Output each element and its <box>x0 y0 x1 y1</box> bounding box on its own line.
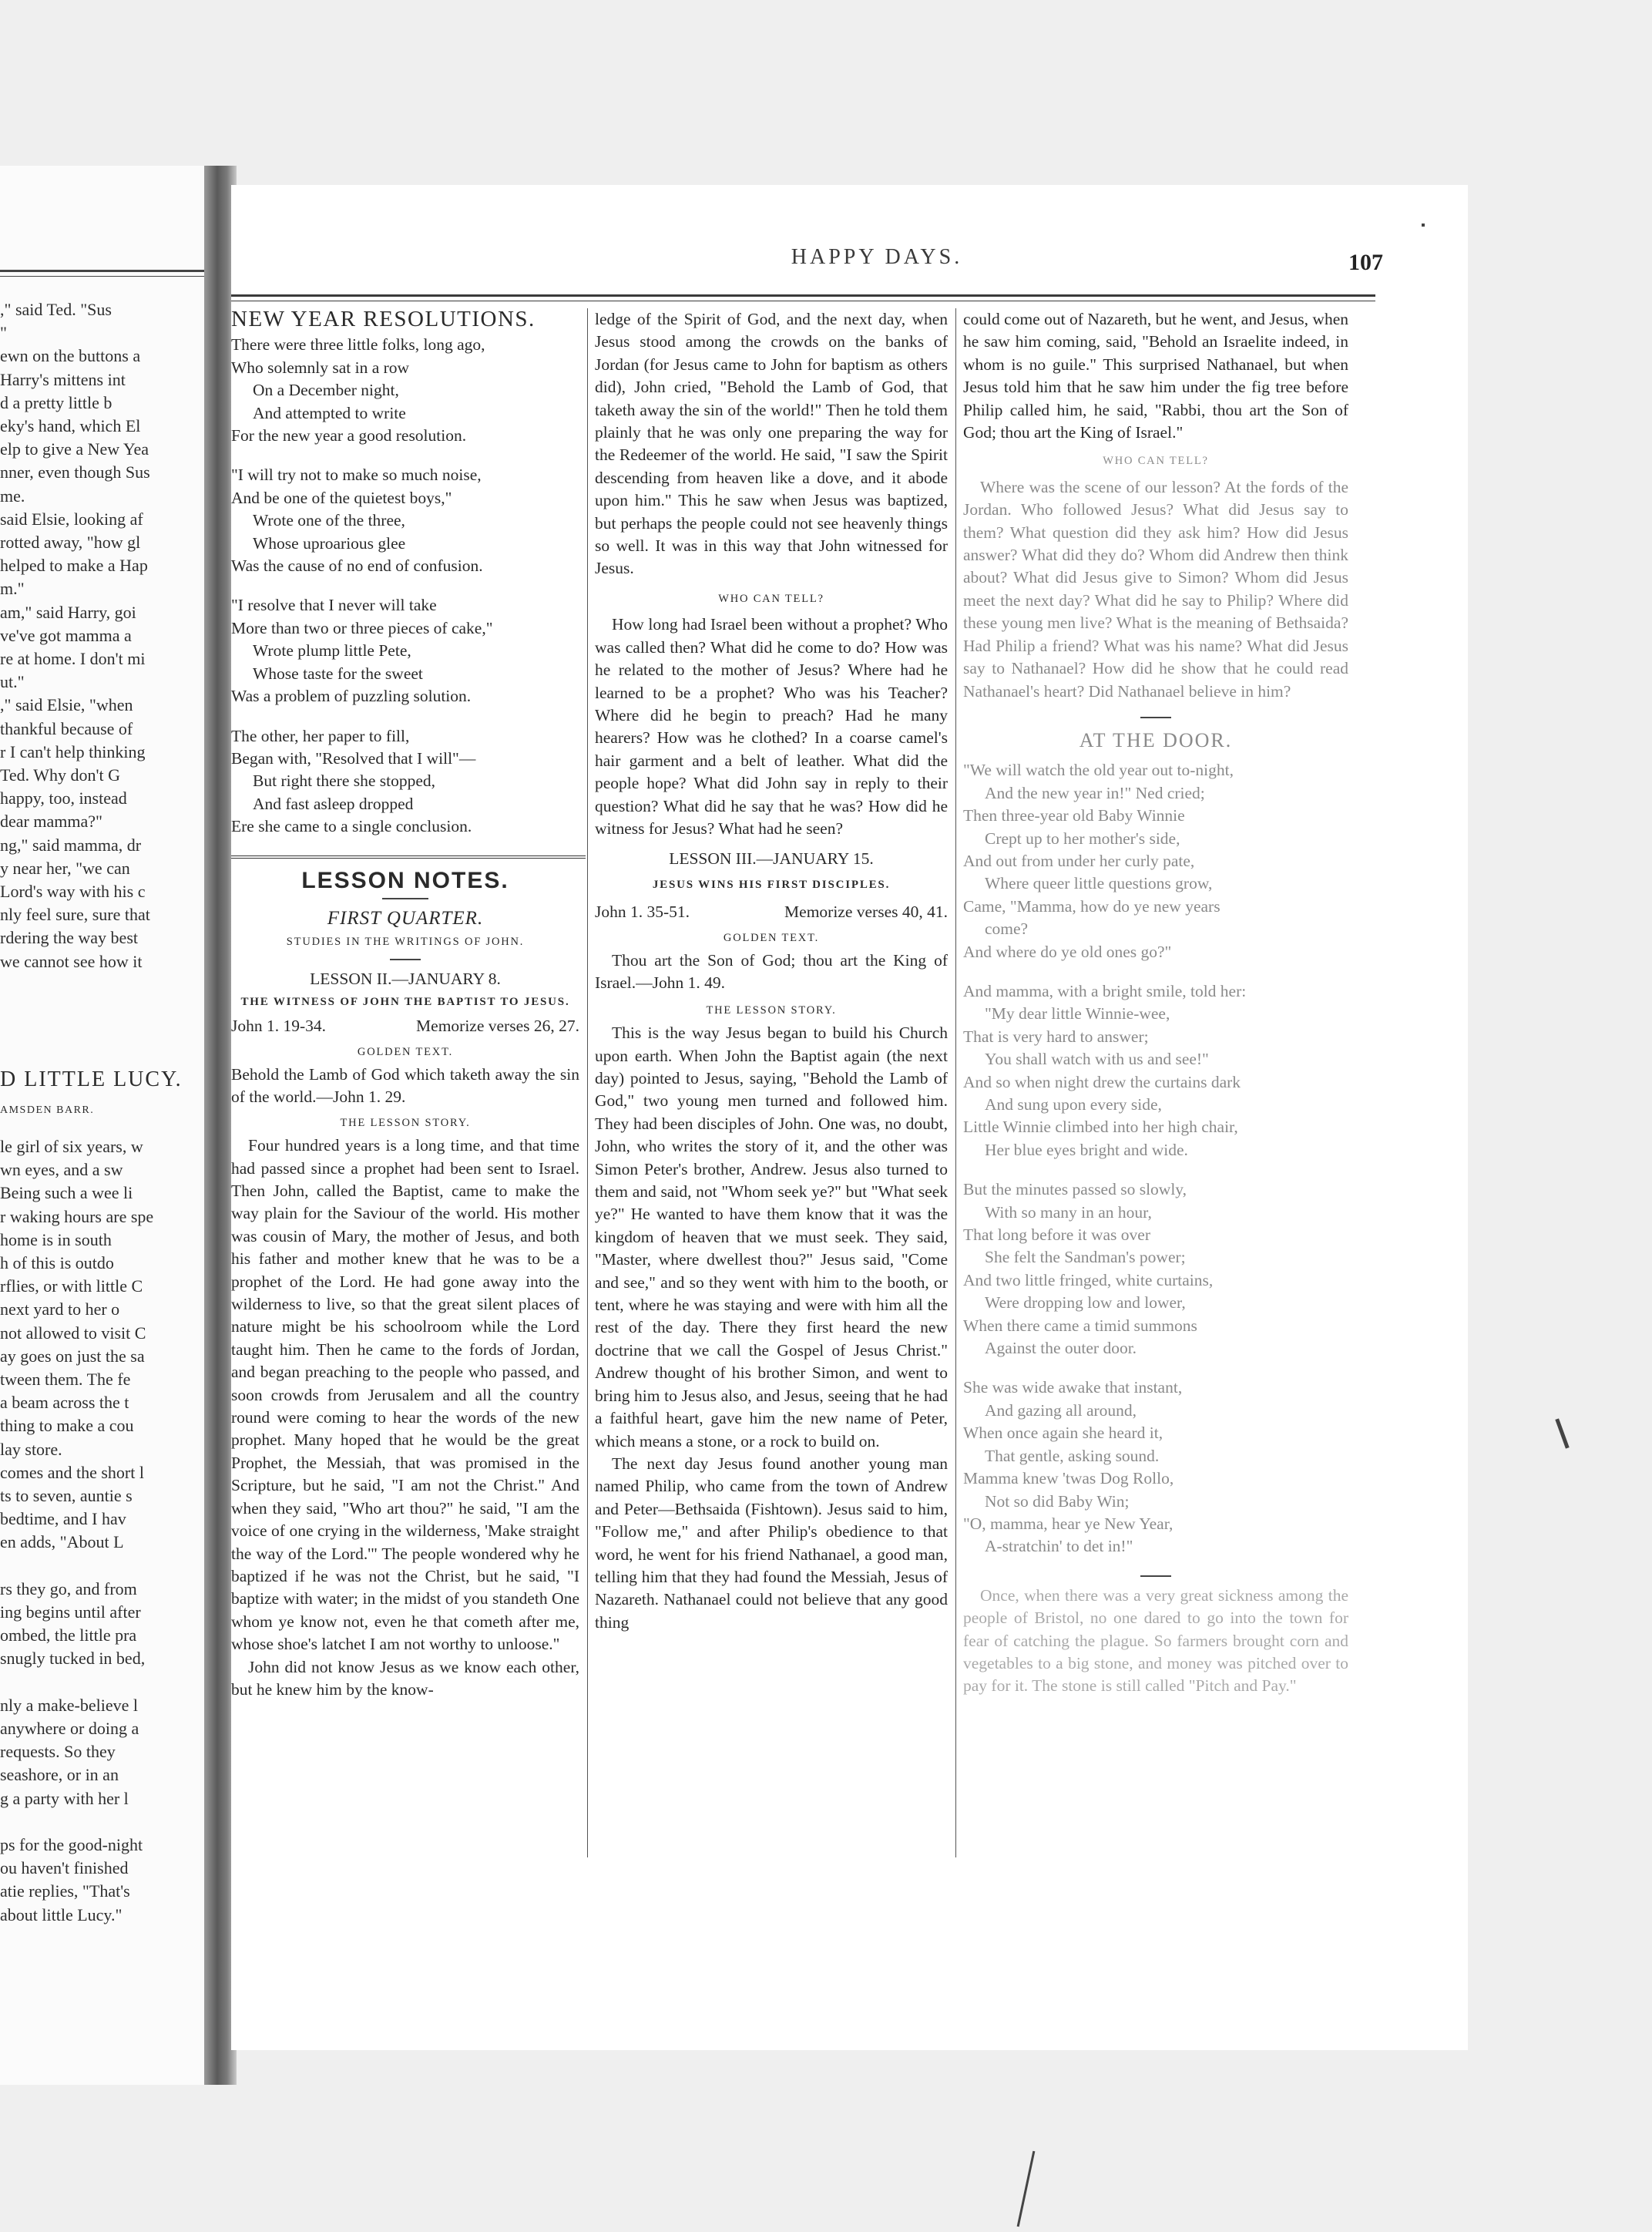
facing-page-line: d a pretty little b <box>0 392 112 412</box>
facing-page-line: home is in south <box>0 1229 112 1249</box>
poem-line: You shall watch with us and see!" <box>985 1050 1209 1069</box>
facing-page-line: snugly tucked in bed, <box>0 1649 146 1669</box>
poem-line: Was the cause of no end of confusion. <box>231 556 483 576</box>
facing-page-line: helped to make a Hap <box>0 556 148 576</box>
poem-line: Who solemnly sat in a row <box>231 358 410 377</box>
poem-stanza <box>963 759 1348 963</box>
facing-page <box>0 166 212 2085</box>
section-divider <box>231 855 586 859</box>
poem-line: "I resolve that I never will take <box>231 596 437 615</box>
facing-page-line: re at home. I don't mi <box>0 649 146 668</box>
poem-line: Came, "Mamma, how do ye new years <box>963 896 1221 916</box>
poem-line: That long before it was over <box>963 1225 1150 1245</box>
poem-line: Mamma knew 'twas Dog Rollo, <box>963 1469 1174 1488</box>
poem-line: More than two or three pieces of cake," <box>231 618 493 637</box>
poem-line: That is very hard to answer; <box>963 1027 1149 1046</box>
running-head: HAPPY DAYS. <box>791 245 963 269</box>
poem-title: AT THE DOOR. <box>1079 728 1233 751</box>
facing-page-line: ve've got mamma a <box>0 625 132 645</box>
facing-page-line: ps for the good-night <box>0 1835 143 1854</box>
facing-page-line: lay store. <box>0 1439 62 1459</box>
poem-stanza <box>963 1377 1348 1558</box>
facing-page-line: nly a make-believe l <box>0 1695 138 1715</box>
poem-line: Were dropping low and lower, <box>985 1293 1186 1313</box>
poem-line: That gentle, asking sound. <box>985 1446 1160 1465</box>
facing-page-line: am," said Harry, goi <box>0 602 136 622</box>
facing-page-line: en adds, "About L <box>0 1532 124 1552</box>
lesson-story-label: THE LESSON STORY. <box>340 1116 471 1129</box>
poem-line: And sung upon every side, <box>985 1095 1162 1114</box>
poem-line: Ere she came to a single conclusion. <box>231 817 472 836</box>
poem-line: And the new year in!" Ned cried; <box>985 783 1205 802</box>
facing-page-line: nner, even though Sus <box>0 462 150 482</box>
poem-line: But right there she stopped, <box>253 771 436 791</box>
poem-stanza <box>963 1178 1348 1360</box>
poem-line: With so many in an hour, <box>985 1202 1152 1222</box>
poem-stanza <box>231 725 579 839</box>
poem-line: And where do ye old ones go?" <box>963 942 1172 961</box>
scan-speck <box>1422 224 1425 227</box>
facing-page-line: Ted. Why don't G <box>0 765 120 785</box>
facing-page-line: comes and the short l <box>0 1462 144 1482</box>
facing-page-line: eky's hand, which El <box>0 416 141 435</box>
facing-page-line: m." <box>0 579 25 599</box>
lesson-2-memorize: Memorize verses 26, 27. <box>416 1017 579 1036</box>
facing-page-line: ay goes on just the sa <box>0 1346 145 1366</box>
facing-page-line: le girl of six years, w <box>0 1137 143 1156</box>
poem-stanza <box>231 594 579 708</box>
poem-line: The other, her paper to fill, <box>231 726 410 745</box>
facing-page-line: " <box>0 323 7 343</box>
poem-line: And so when night drew the curtains dark <box>963 1072 1241 1091</box>
facing-page-line: anywhere or doing a <box>0 1719 139 1738</box>
lesson-2-ref: John 1. 19-34. <box>231 1017 327 1036</box>
facing-page-line: r I can't help thinking <box>0 741 146 761</box>
facing-page-rule <box>0 276 204 277</box>
facing-page-line: ts to seven, auntie s <box>0 1486 133 1505</box>
facing-page-line: rs they go, and from <box>0 1578 137 1598</box>
page-107 <box>231 185 1468 2050</box>
facing-page-line: me. <box>0 486 25 506</box>
lesson-3-ref: John 1. 35-51. <box>595 903 690 922</box>
golden-text-label: GOLDEN TEXT. <box>357 1045 454 1058</box>
facing-page-line: about little Lucy." <box>0 1904 123 1924</box>
facing-page-line: requests. So they <box>0 1742 116 1762</box>
poem-line: A-stratchin' to det in!" <box>985 1537 1133 1556</box>
poem-line: And two little fringed, white curtains, <box>963 1270 1214 1289</box>
facing-page-line: atie replies, "That's <box>0 1881 130 1901</box>
facing-page-line: ," said Elsie, "when <box>0 695 133 715</box>
lesson-3-story-p2: The next day Jesus found another young man named Philip, who came from the town of Andrew and Peter—Bethsaida (Fishtown). Jesus said to him, "Follow me," and after Philip's obedience to that word, he went for his friend Nathanael, a good man, telling him that they had found the Messiah, Jesus of Nazareth. Nathanael could not believe that any good thing <box>595 1454 948 1632</box>
facing-story-title: D LITTLE LUCY. <box>0 1067 183 1091</box>
facing-page-line: Harry's mittens int <box>0 369 126 389</box>
facing-page-line: rotted away, "how gl <box>0 533 141 552</box>
poem-line: Wrote plump little Pete, <box>253 641 411 661</box>
facing-page-rule <box>0 270 204 272</box>
lesson-2-label: LESSON II.—JANUARY 8. <box>310 969 501 988</box>
lesson-2-questions: How long had Israel been without a prophet? Who was called then? What did he come to do? How was he related to the mother of Jesus? Where had he learned to be a prophet? Who was his Teacher? Where did he begin to preach? Had he many hearers? How was he clothed? In a coarse camel's hair garment and a belt of leather. What did the people hope? What did John say in reply to their question? What did he say that he was? How did he witness for Jesus? What had he seen? <box>595 615 948 838</box>
poem-line: Whose uproarious glee <box>253 533 406 553</box>
facing-page-line: wn eyes, and a sw <box>0 1160 123 1180</box>
lesson-2-story: Four hundred years is a long time, and that time had passed since a prophet had been sent to Israel. Then John, called the Baptist, came to make the way plain for the Saviour of the world. His mother was cousin of Mary, the mother of Jesus, and both his father and mother knew that he was to be a prophet of the Lord. He had gone away into the wilderness to live, so that the great silent places of nature might be his schoolroom while the Lord taught him. Then he came to the fords of Jordan, and began preaching to the people who passed, and soon crowds from Jerusalem and all the country round were coming to hear the words of the new prophet. Many hoped that he would be the great Prophet, the Messiah, that was promised in the Scripture, but he said, "I am not the Christ." And when they said, "Who art thou?" he said, "I am the voice of one crying in the wilderness, 'Make straight the way of the Lord.'" The people wondered why he baptized if he was not the Christ, but he said, "I baptize with water; in the midst of you standeth One whom ye know not, even he that cometh after me, whose shoe's latchet I am not worthy to unloose." <box>231 1136 579 1654</box>
column-rule <box>955 308 956 1857</box>
facing-page-line: a beam across the t <box>0 1393 129 1413</box>
facing-page-line: ewn on the buttons a <box>0 346 141 366</box>
facing-page-line: nly feel sure, sure that <box>0 905 150 925</box>
golden-text: Thou art the Son of God; thou art the King of Israel.—John 1. 49. <box>595 950 948 993</box>
facing-page-line: rflies, or with little C <box>0 1276 143 1296</box>
facing-page-line: ou haven't finished <box>0 1858 129 1878</box>
facing-page-line: next yard to her o <box>0 1299 120 1319</box>
short-rule <box>382 898 428 899</box>
lesson-story-label: THE LESSON STORY. <box>706 1003 837 1017</box>
lesson-2-story-cont: ledge of the Spirit of God, and the next day, when Jesus stood among the crowds on the banks of Jordan (for Jesus came to John for baptism as others did), John cried, "Behold the Lamb of God, that taketh away the sin of the world!" Then he told them plainly that he was only one preparing the way for the Redeemer of the world. He said, "I saw the Spirit descending from heaven like a dove, and it abode upon him." This he saw when Jesus was baptized, but perhaps the people could not see heavenly things so well. It was in this way that John witnessed for Jesus. <box>595 310 948 578</box>
poem-stanza <box>231 334 579 447</box>
golden-text-label: GOLDEN TEXT. <box>723 931 820 944</box>
facing-page-line: Being such a wee li <box>0 1183 133 1203</box>
lesson-3-memorize: Memorize verses 40, 41. <box>784 903 948 922</box>
header-rule <box>231 294 1375 297</box>
facing-page-line: elp to give a New Yea <box>0 439 149 459</box>
lesson-2-story-cont-intro: John did not know Jesus as we know each other, but he knew him by the know- <box>231 1657 579 1699</box>
poem-line: Wrote one of the three, <box>253 511 405 530</box>
poem-stanza <box>963 980 1348 1161</box>
studies-subheading: STUDIES IN THE WRITINGS OF JOHN. <box>286 936 525 949</box>
poem-line: Was a problem of puzzling solution. <box>231 687 472 706</box>
poem-line: Began with, "Resolved that I will"— <box>231 748 476 768</box>
poem-line: "We will watch the old year out to-night, <box>963 761 1234 780</box>
poem-line: And attempted to write <box>253 403 406 422</box>
facing-page-line: seashore, or in an <box>0 1765 119 1785</box>
facing-story-byline: AMSDEN BARR. <box>0 1104 95 1116</box>
poem-line: Crept up to her mother's side, <box>985 829 1180 848</box>
poem-line: When there came a timid summons <box>963 1316 1197 1335</box>
poem-line: Then three-year old Baby Winnie <box>963 806 1185 825</box>
lesson-2-reference <box>231 1015 579 1037</box>
poem-line: Not so did Baby Win; <box>985 1491 1130 1511</box>
short-rule <box>1140 1575 1171 1577</box>
facing-page-line: tween them. The fe <box>0 1370 131 1389</box>
questions-label: WHO CAN TELL? <box>1103 455 1209 468</box>
poem-line: She felt the Sandman's power; <box>985 1248 1186 1267</box>
poem-line: When once again she heard it, <box>963 1424 1163 1443</box>
facing-page-line: dear mamma?" <box>0 812 102 832</box>
facing-page-line: g a party with her l <box>0 1788 129 1808</box>
poem-at-the-door <box>963 759 1348 1558</box>
facing-page-line: r waking hours are spe <box>0 1206 154 1226</box>
column-2 <box>595 308 948 1634</box>
poem-line: But the minutes passed so slowly, <box>963 1180 1187 1199</box>
column-1 <box>231 308 579 1701</box>
facing-page-line: ing begins until after <box>0 1602 141 1622</box>
facing-page-line: bedtime, and I hav <box>0 1509 126 1529</box>
poem-line: Whose taste for the sweet <box>253 664 423 683</box>
facing-page-line: said Elsie, looking af <box>0 509 143 529</box>
poem-line: "I will try not to make so much noise, <box>231 466 482 485</box>
poem-line: And out from under her curly pate, <box>963 851 1195 870</box>
facing-page-line: Lord's way with his c <box>0 882 146 901</box>
poem-line: Against the outer door. <box>985 1339 1137 1358</box>
quarter-heading: FIRST QUARTER. <box>327 907 484 929</box>
column-rule <box>587 308 588 1857</box>
facing-page-line: y near her, "we can <box>0 858 130 878</box>
column-3 <box>963 308 1348 1698</box>
poem-line: "O, mamma, hear ye New Year, <box>963 1514 1174 1533</box>
lesson-3-questions: Where was the scene of our lesson? At the fords of the Jordan. Who followed Jesus? What did Jesus say to them? What question did they ask him? How did Jesus answer? What did they do? Whom did Andrew then think about? What did Jesus give to Simon? Whom did Jesus meet the next day? What did he say to Philip? Where did these young men live? What is the meaning of Bethsaida? Had Philip a friend? What was his name? What did Jesus say to Nathanael? How did he show that he could read Nathanael's heart? Did Nathanael believe in him? <box>963 477 1348 701</box>
poem-line: On a December night, <box>253 381 399 400</box>
poem-line: "My dear little Winnie-wee, <box>985 1004 1170 1024</box>
poem-title: NEW YEAR RESOLUTIONS. <box>231 307 536 331</box>
lesson-3-label: LESSON III.—JANUARY 15. <box>669 849 874 869</box>
short-rule <box>390 959 421 960</box>
lesson-3-title: JESUS WINS HIS FIRST DISCIPLES. <box>652 878 891 891</box>
poem-line: come? <box>985 919 1029 939</box>
facing-page-line: h of this is outdo <box>0 1253 114 1272</box>
poem-line: And gazing all around, <box>985 1400 1137 1420</box>
lesson-3-story-p1: This is the way Jesus began to build his Church upon earth. When John the Baptist again (the next day) pointed to Jesus, saying, "Behold the Lamb of God," two young men turned and followed him. They had been disciples of John. One was, no doubt, John, who writes the story of it, and the other was Simon Peter's brother, Andrew. Jesus also turned to them and said, not "Whom seek ye?" but "What seek ye?" He wanted to have them know that it was the kingdom of heaven that we must seek. They said, "Master, where dwellest thou?" Jesus said, "Come and see," and so they went with him to the booth, or tent, where he was staying and were with him all the rest of the day. There they first heard the new doctrine that we call the Gospel of Jesus Christ." Andrew thought of his brother Simon, and went to bring him to Jesus also, and Jesus, seeing that he had a faithful heart, gave him the new name of Peter, which means a stone, or a rock to build on. <box>595 1024 948 1450</box>
facing-page-line: rdering the way best <box>0 928 138 948</box>
poem-stanza <box>231 464 579 577</box>
facing-page-line: ng," said mamma, dr <box>0 835 142 855</box>
poem-line: And be one of the quietest boys," <box>231 488 452 507</box>
poem-line: And mamma, with a bright smile, told her: <box>963 981 1247 1000</box>
poem-line: Where queer little questions grow, <box>985 874 1213 893</box>
facing-page-line: thankful because of <box>0 718 133 738</box>
page-number: 107 <box>1348 250 1383 275</box>
facing-page-line: not allowed to visit C <box>0 1323 146 1343</box>
closing-paragraph: Once, when there was a very great sickness among the people of Bristol, no one dared to go into the town for fear of catching the plague. So farmers brought corn and vegetables to a big stone, and money was pitched over to pay for it. The stone is still called "Pitch and Pay." <box>963 1585 1348 1696</box>
poem-line: Little Winnie climbed into her high chair, <box>963 1118 1238 1137</box>
facing-page-line: thing to make a cou <box>0 1416 134 1436</box>
poem-resolutions <box>231 334 579 838</box>
facing-page-line: ombed, the little pra <box>0 1625 137 1645</box>
facing-page-line: we cannot see how it <box>0 951 143 971</box>
short-rule <box>1140 717 1171 718</box>
poem-line: She was wide awake that instant, <box>963 1378 1183 1397</box>
poem-line: And fast asleep dropped <box>253 794 414 813</box>
lesson-3-story-p3: could come out of Nazareth, but he went, and Jesus, when he saw him coming, said, "Behold an Israelite indeed, in whom is no guile." This surprised Nathanael, but when Jesus told him that he saw him under the fig tree before Philip called him, he said, "Rabbi, thou art the Son of God; thou art the King of Israel." <box>963 310 1348 442</box>
lesson-3-reference <box>595 901 948 923</box>
questions-label: WHO CAN TELL? <box>718 592 824 605</box>
lesson-2-title: THE WITNESS OF JOHN THE BAPTIST TO JESUS. <box>240 996 570 1009</box>
poem-line: For the new year a good resolution. <box>231 426 467 445</box>
facing-page-line: ," said Ted. "Sus <box>0 300 112 319</box>
facing-page-line: happy, too, instead <box>0 788 127 808</box>
lesson-notes-heading: LESSON NOTES. <box>301 867 509 893</box>
facing-page-line: ut." <box>0 672 25 692</box>
golden-text: Behold the Lamb of God which taketh away the sin of the world.—John 1. 29. <box>231 1064 579 1107</box>
poem-line: There were three little folks, long ago, <box>231 335 485 355</box>
poem-line: Her blue eyes bright and wide. <box>985 1140 1188 1159</box>
